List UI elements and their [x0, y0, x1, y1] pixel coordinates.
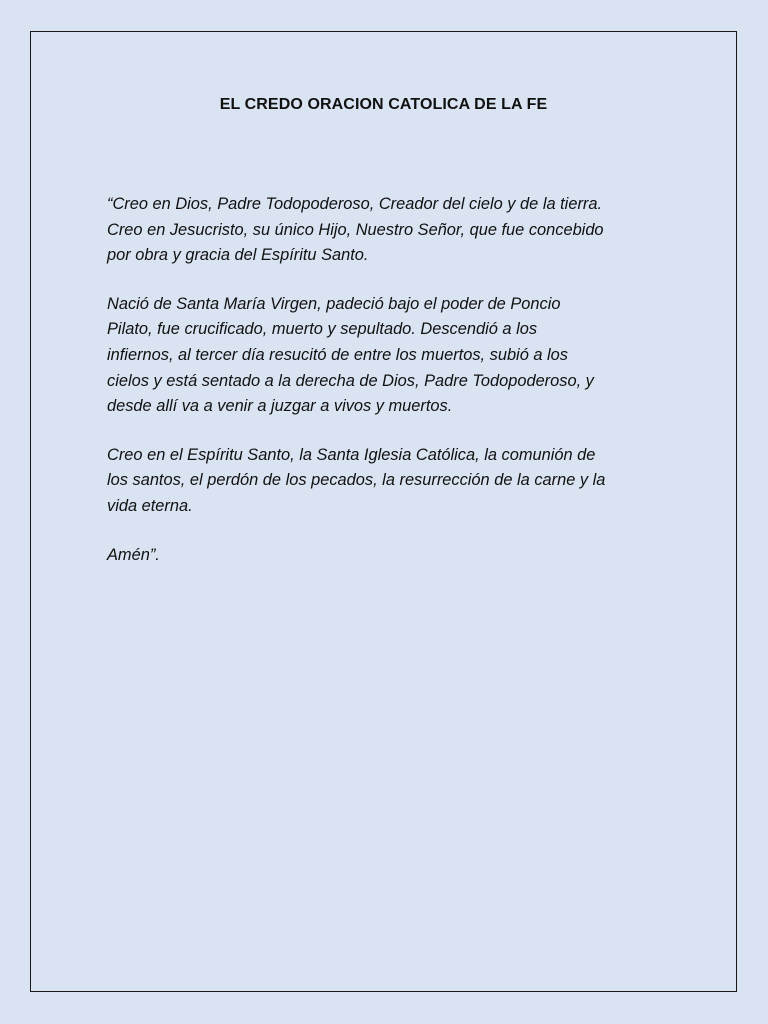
prayer-paragraph-2: Nació de Santa María Virgen, padeció bajo el poder de Poncio Pilato, fue crucificado, muerto y sepultado. Descendió a los infiernos, al tercer día resucitó de entre los muertos, subió a los cielos y está sentado a la derecha de Dios, Padre Todopoderoso, y desde allí va a venir a juzgar a vivos y muertos.: [107, 294, 594, 416]
document-title: EL CREDO ORACION CATOLICA DE LA FE: [219, 96, 548, 113]
prayer-body: [107, 192, 667, 591]
prayer-paragraph-1: “Creo en Dios, Padre Todopoderoso, Creador del cielo y de la tierra. Creo en Jesucristo, su único Hijo, Nuestro Señor, que fue concebido por obra y gracia del Espíritu Santo.: [107, 195, 604, 265]
page-frame: [30, 31, 737, 992]
prayer-paragraph-4: Amén”.: [107, 545, 160, 564]
prayer-paragraph-3: Creo en el Espíritu Santo, la Santa Iglesia Católica, la comunión de los santos, el perdón de los pecados, la resurrección de la carne y la vida eterna.: [107, 445, 606, 515]
